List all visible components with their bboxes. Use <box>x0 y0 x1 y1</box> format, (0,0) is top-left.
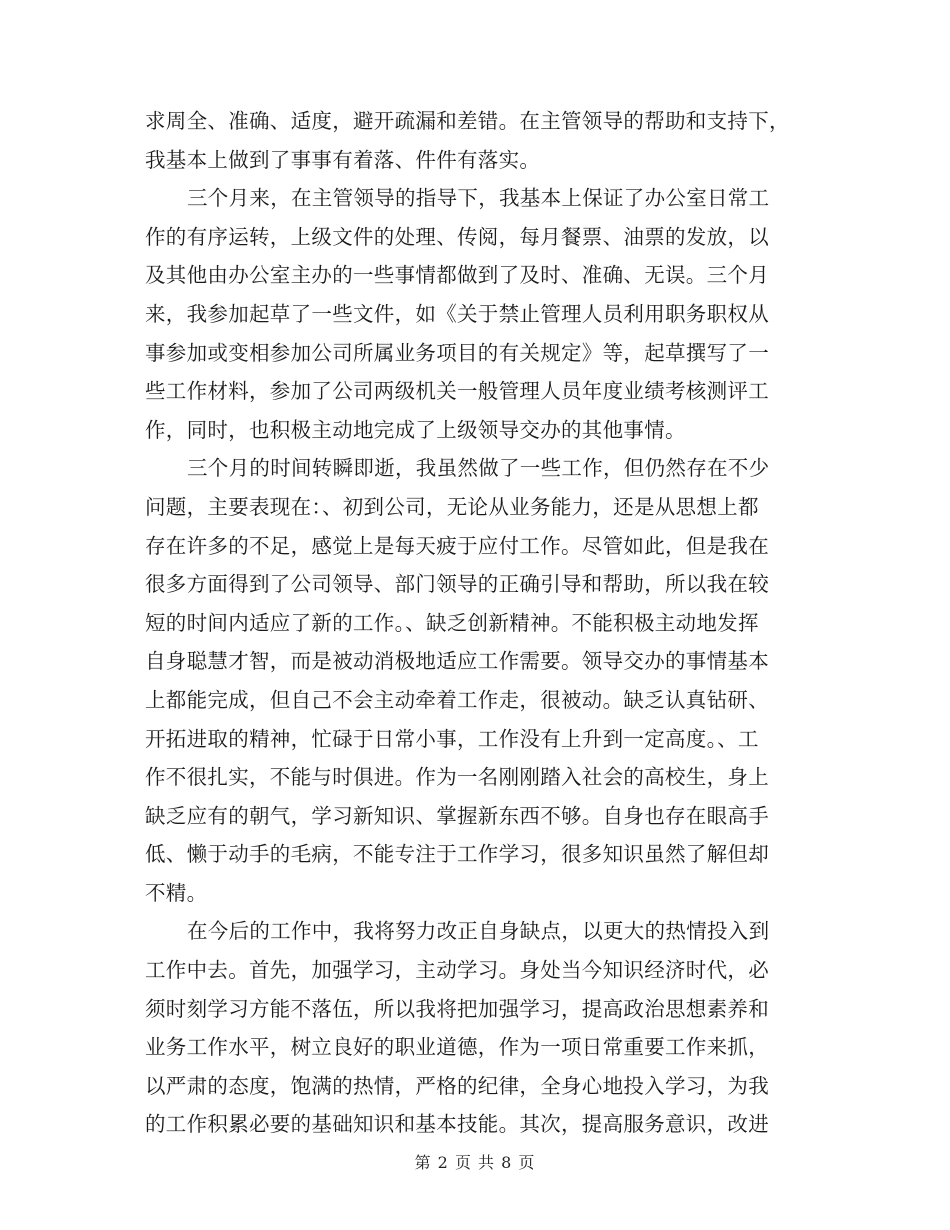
text-line: 缺乏应有的朝气，学习新知识、掌握新东西不够。自身也存在眼高手 <box>145 803 769 828</box>
paragraph-start-line: 三个月的时间转瞬即逝，我虽然做了一些工作，但仍然存在不少 <box>187 456 770 481</box>
text-line: 低、懒于动手的毛病，不能专注于工作学习，很多知识虽然了解但却 <box>145 842 769 867</box>
page-number-footer: 第 2 页 共 8 页 <box>414 1153 536 1172</box>
document-body <box>145 102 805 1144</box>
text-line: 求周全、准确、适度，避开疏漏和差错。在主管领导的帮助和支持下， <box>145 109 790 133</box>
text-line: 须时刻学习方能不落伍，所以我将把加强学习，提高政治思想素养和 <box>145 996 769 1021</box>
text-line: 上都能完成，但自己不会主动牵着工作走，很被动。缺乏认真钻研、 <box>145 687 769 712</box>
text-line: 事参加或变相参加公司所属业务项目的有关规定》等，起草撰写了一 <box>145 340 769 365</box>
text-line: 作不很扎实，不能与时俱进。作为一名刚刚踏入社会的高校生，身上 <box>145 765 769 790</box>
text-line: 作，同时，也积极主动地完成了上级领导交办的其他事情。 <box>145 417 686 442</box>
text-line: 不精。 <box>145 880 208 905</box>
text-line: 短的时间内适应了新的工作。、缺乏创新精神。不能积极主动地发挥 <box>145 610 759 635</box>
text-line: 问题，主要表现在：、初到公司，无论从业务能力，还是从思想上都 <box>145 494 759 519</box>
text-line: 业务工作水平，树立良好的职业道德，作为一项日常重要工作来抓， <box>145 1035 769 1060</box>
text-line: 些工作材料，参加了公司两级机关一般管理人员年度业绩考核测评工 <box>145 379 769 404</box>
text-line: 存在许多的不足，感觉上是每天疲于应付工作。尽管如此，但是我在 <box>145 533 769 558</box>
text-line: 很多方面得到了公司领导、部门领导的正确引导和帮助，所以我在较 <box>145 572 769 597</box>
text-line: 自身聪慧才智，而是被动消极地适应工作需要。领导交办的事情基本 <box>145 649 769 674</box>
text-line: 来，我参加起草了一些文件，如《关于禁止管理人员利用职务职权从 <box>145 301 769 326</box>
paragraph-start-line: 在今后的工作中，我将努力改正自身缺点，以更大的热情投入到 <box>187 919 770 944</box>
text-line: 工作中去。首先，加强学习，主动学习。身处当今知识经济时代，必 <box>145 958 769 983</box>
text-line: 开拓进取的精神，忙碌于日常小事，工作没有上升到一定高度。、工 <box>145 726 759 751</box>
text-line: 及其他由办公室主办的一些事情都做到了及时、准确、无误。三个月 <box>145 263 769 288</box>
text-line: 作的有序运转，上级文件的处理、传阅，每月餐票、油票的发放，以 <box>145 224 769 249</box>
text-line: 以严肃的态度，饱满的热情，严格的纪律，全身心地投入学习，为我 <box>145 1073 769 1098</box>
text-line: 我基本上做到了事事有着落、件件有落实。 <box>145 147 541 172</box>
paragraph-start-line: 三个月来，在主管领导的指导下，我基本上保证了办公室日常工 <box>187 186 770 211</box>
text-line: 的工作积累必要的基础知识和基本技能。其次，提高服务意识，改进 <box>145 1112 769 1137</box>
